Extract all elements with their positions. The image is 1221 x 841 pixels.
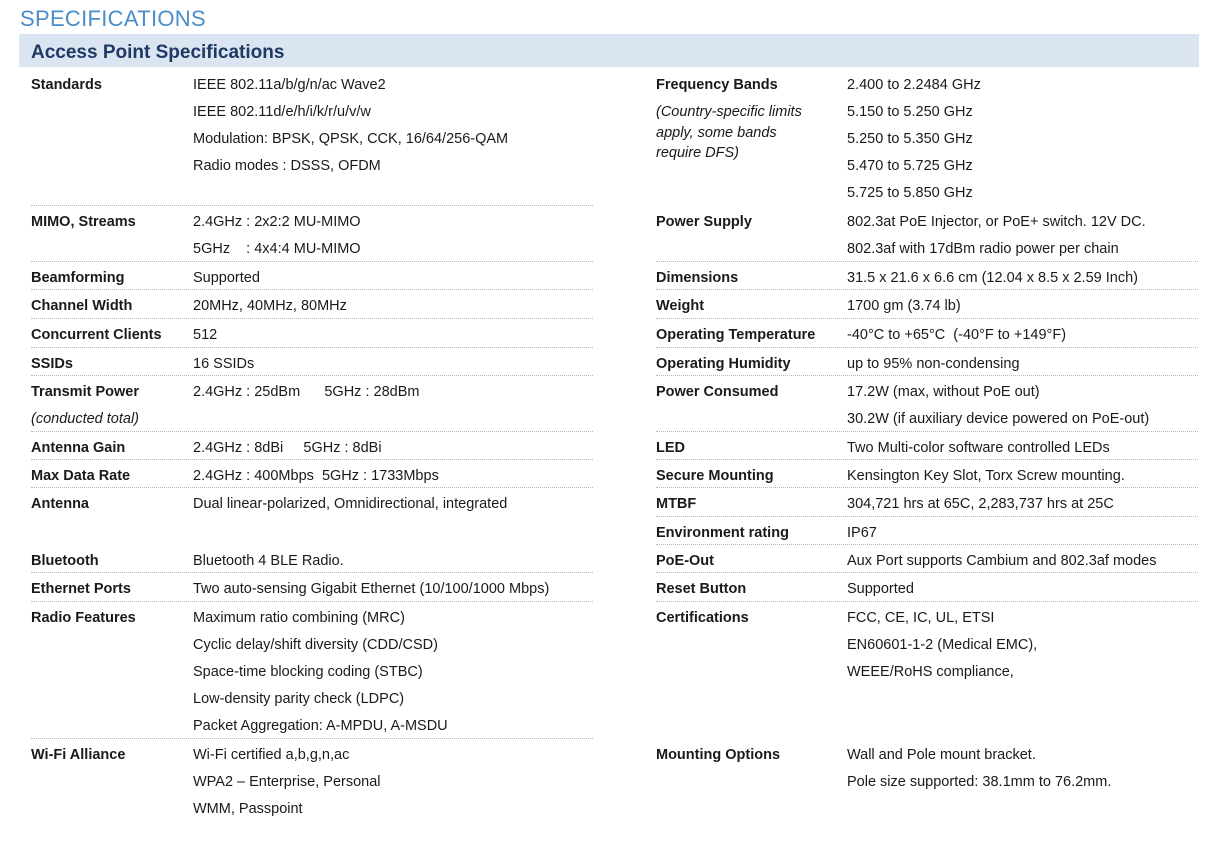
spec-value: Space-time blocking coding (STBC) [193,664,423,680]
spec-row [31,209,593,262]
spec-label-text: LED [656,440,685,456]
spec-value: WMM, Passpoint [193,801,303,817]
spec-row [31,322,593,348]
spec-value: 2.4GHz : 400Mbps 5GHz : 1733Mbps [193,468,439,484]
spec-row [31,605,593,739]
spec-row [656,548,1198,573]
spec-value: Modulation: BPSK, QPSK, CCK, 16/64/256-QAM [193,131,509,147]
spec-row [656,605,1198,738]
spec-label [656,209,752,236]
spec-values [847,293,961,320]
spec-row [656,322,1198,348]
spec-label-text: Antenna [31,496,89,512]
spec-value: Maximum ratio combining (MRC) [193,610,405,626]
spec-value: WPA2 – Enterprise, Personal [193,774,381,790]
spec-label [31,605,136,632]
spec-value: Supported [847,581,914,597]
spec-label-text: Wi-Fi Alliance [31,747,126,763]
spec-label [656,742,780,769]
spec-label [656,351,791,378]
spec-value: IEEE 802.11d/e/h/i/k/r/u/v/w [193,104,371,120]
spec-label-text: Bluetooth [31,553,99,569]
spec-value: Radio modes : DSSS, OFDM [193,158,381,174]
spec-value: 512 [193,327,218,343]
spec-label-text: Channel Width [31,298,133,314]
spec-label [656,463,774,490]
spec-value: 5GHz : 4x4:4 MU-MIMO [193,241,361,257]
spec-label-text: Transmit Power [31,384,139,400]
spec-values [847,491,1114,518]
spec-value: 304,721 hrs at 65C, 2,283,737 hrs at 25C [847,496,1114,512]
spec-value: 5.250 to 5.350 GHz [847,131,973,147]
spec-value: up to 95% non-condensing [847,356,1020,372]
spec-label-text: Certifications [656,610,749,626]
spec-label-text: Max Data Rate [31,468,131,484]
spec-row [656,351,1198,376]
spec-note [656,102,802,164]
spec-row [656,265,1198,290]
spec-label-text: Concurrent Clients [31,327,162,343]
spec-values [847,379,1149,433]
spec-label-text: Beamforming [31,270,125,286]
spec-values [193,435,382,462]
spec-row [31,742,593,822]
spec-label [656,322,815,349]
spec-label-text: Reset Button [656,581,747,597]
spec-value: 1700 gm (3.74 lb) [847,298,961,314]
spec-note-line: (Country-specific limits [656,104,802,120]
spec-label-text: PoE-Out [656,553,714,569]
spec-values [193,548,344,575]
spec-label [656,605,749,632]
spec-values [847,72,981,207]
spec-label-text: Standards [31,77,102,93]
spec-label-text: Radio Features [31,610,136,626]
spec-label [656,293,704,320]
spec-row [31,293,593,319]
spec-value: Dual linear-polarized, Omnidirectional, integrated [193,496,508,512]
spec-label [31,379,139,433]
spec-row [656,379,1198,432]
spec-values [193,209,361,263]
spec-values [847,463,1125,490]
spec-row [656,72,1198,205]
spec-value: Supported [193,270,260,286]
spec-value: Kensington Key Slot, Torx Screw mounting. [847,468,1125,484]
spec-value: FCC, CE, IC, UL, ETSI [847,610,995,626]
spec-value: Low-density parity check (LDPC) [193,691,405,707]
spec-value: -40°C to +65°C (-40°F to +149°F) [847,327,1067,343]
spec-value: Aux Port supports Cambium and 802.3af modes [847,553,1157,569]
spec-label-text: Operating Humidity [656,356,791,372]
spec-value: 5.725 to 5.850 GHz [847,185,973,201]
spec-value: 802.3at PoE Injector, or PoE+ switch. 12V DC. [847,214,1146,230]
spec-value: EN60601-1-2 (Medical EMC), [847,637,1038,653]
spec-values [847,605,1037,686]
spec-values [847,548,1157,575]
spec-row [31,491,593,544]
spec-values [193,491,507,518]
spec-row [31,72,593,206]
spec-row [31,435,593,460]
spec-label [656,491,696,518]
spec-label [31,742,125,769]
spec-values [847,576,914,603]
spec-values [193,463,439,490]
spec-label [31,435,125,462]
spec-row [31,463,593,488]
spec-note-line: require DFS) [656,145,739,161]
spec-label-text: Power Consumed [656,384,779,400]
spec-value: 16 SSIDs [193,356,255,372]
spec-label-text: Antenna Gain [31,440,126,456]
spec-value: 2.4GHz : 2x2:2 MU-MIMO [193,214,361,230]
spec-value: Wi-Fi certified a,b,g,n,ac [193,747,350,763]
spec-values [847,351,1020,378]
spec-label-text: MTBF [656,496,697,512]
spec-value: 20MHz, 40MHz, 80MHz [193,298,347,314]
spec-label-text: Mounting Options [656,747,781,763]
spec-label-text: Power Supply [656,214,752,230]
spec-row [656,491,1198,517]
spec-label [656,520,789,547]
spec-value: IP67 [847,525,877,541]
spec-values [193,379,419,406]
spec-values [193,605,448,740]
spec-value: Wall and Pole mount bracket. [847,747,1036,763]
spec-value: IEEE 802.11a/b/g/n/ac Wave2 [193,77,386,93]
spec-value: 5.470 to 5.725 GHz [847,158,973,174]
spec-values [847,322,1066,349]
spec-label [31,491,89,518]
spec-values [847,520,877,547]
spec-label-text: Operating Temperature [656,327,816,343]
spec-value: 2.4GHz : 25dBm 5GHz : 28dBm [193,384,420,400]
spec-value: 30.2W (if auxiliary device powered on PoE-out) [847,411,1150,427]
spec-label [656,576,746,603]
section-title: Access Point Specifications [31,42,285,63]
spec-label [31,351,73,378]
spec-label [31,72,102,99]
spec-label [31,209,136,236]
spec-values [193,742,381,823]
spec-value: WEEE/RoHS compliance, [847,664,1014,680]
spec-value: Cyclic delay/shift diversity (CDD/CSD) [193,637,438,653]
spec-row [31,576,593,602]
spec-label [656,72,802,164]
spec-label [656,435,685,462]
spec-row [656,520,1198,545]
spec-values [193,351,254,378]
spec-label-text: MIMO, Streams [31,214,136,230]
spec-label [31,293,132,320]
spec-label-text: Environment rating [656,525,789,541]
spec-label [31,576,131,603]
spec-value: 2.400 to 2.2484 GHz [847,77,981,93]
spec-row [31,379,593,432]
spec-row [656,435,1198,460]
spec-values [847,209,1146,263]
document-title: SPECIFICATIONS [20,6,206,31]
spec-values [847,435,1110,462]
spec-label [656,265,738,292]
spec-label-text: Frequency Bands [656,77,778,93]
spec-row [656,209,1198,262]
spec-values [193,322,217,349]
spec-label [656,548,714,575]
spec-row [31,351,593,376]
spec-value: Two auto-sensing Gigabit Ethernet (10/100/1000 Mbps) [193,581,550,597]
spec-values [193,293,347,320]
spec-note-line: apply, some bands [656,124,777,141]
spec-label-text: Ethernet Ports [31,581,131,597]
spec-label [31,265,124,292]
spec-row [31,265,593,290]
spec-row [31,548,593,573]
spec-values [847,265,1138,292]
spec-values [193,72,508,180]
spec-row [656,576,1198,602]
spec-label-text: SSIDs [31,356,73,372]
spec-row [656,463,1198,488]
spec-value: 802.3af with 17dBm radio power per chain [847,241,1119,257]
spec-value: Bluetooth 4 BLE Radio. [193,553,344,569]
spec-label-text: Weight [656,298,705,314]
spec-value: 31.5 x 21.6 x 6.6 cm (12.04 x 8.5 x 2.59 Inch) [847,270,1138,286]
spec-label-text: Dimensions [656,270,739,286]
spec-value: Packet Aggregation: A-MPDU, A-MSDU [193,718,448,734]
spec-row [656,742,1198,794]
spec-label [656,379,778,406]
spec-value: Two Multi-color software controlled LEDs [847,440,1110,456]
spec-value: 2.4GHz : 8dBi 5GHz : 8dBi [193,440,382,456]
spec-label-text: Secure Mounting [656,468,774,484]
spec-values [193,265,260,292]
spec-label [31,463,130,490]
spec-label [31,322,162,349]
spec-label [31,548,99,575]
spec-values [847,742,1111,796]
spec-row [656,293,1198,319]
spec-value: 17.2W (max, without PoE out) [847,384,1040,400]
spec-value: 5.150 to 5.250 GHz [847,104,973,120]
spec-value: Pole size supported: 38.1mm to 76.2mm. [847,774,1112,790]
spec-values [193,576,549,603]
spec-sublabel: (conducted total) [31,411,140,427]
